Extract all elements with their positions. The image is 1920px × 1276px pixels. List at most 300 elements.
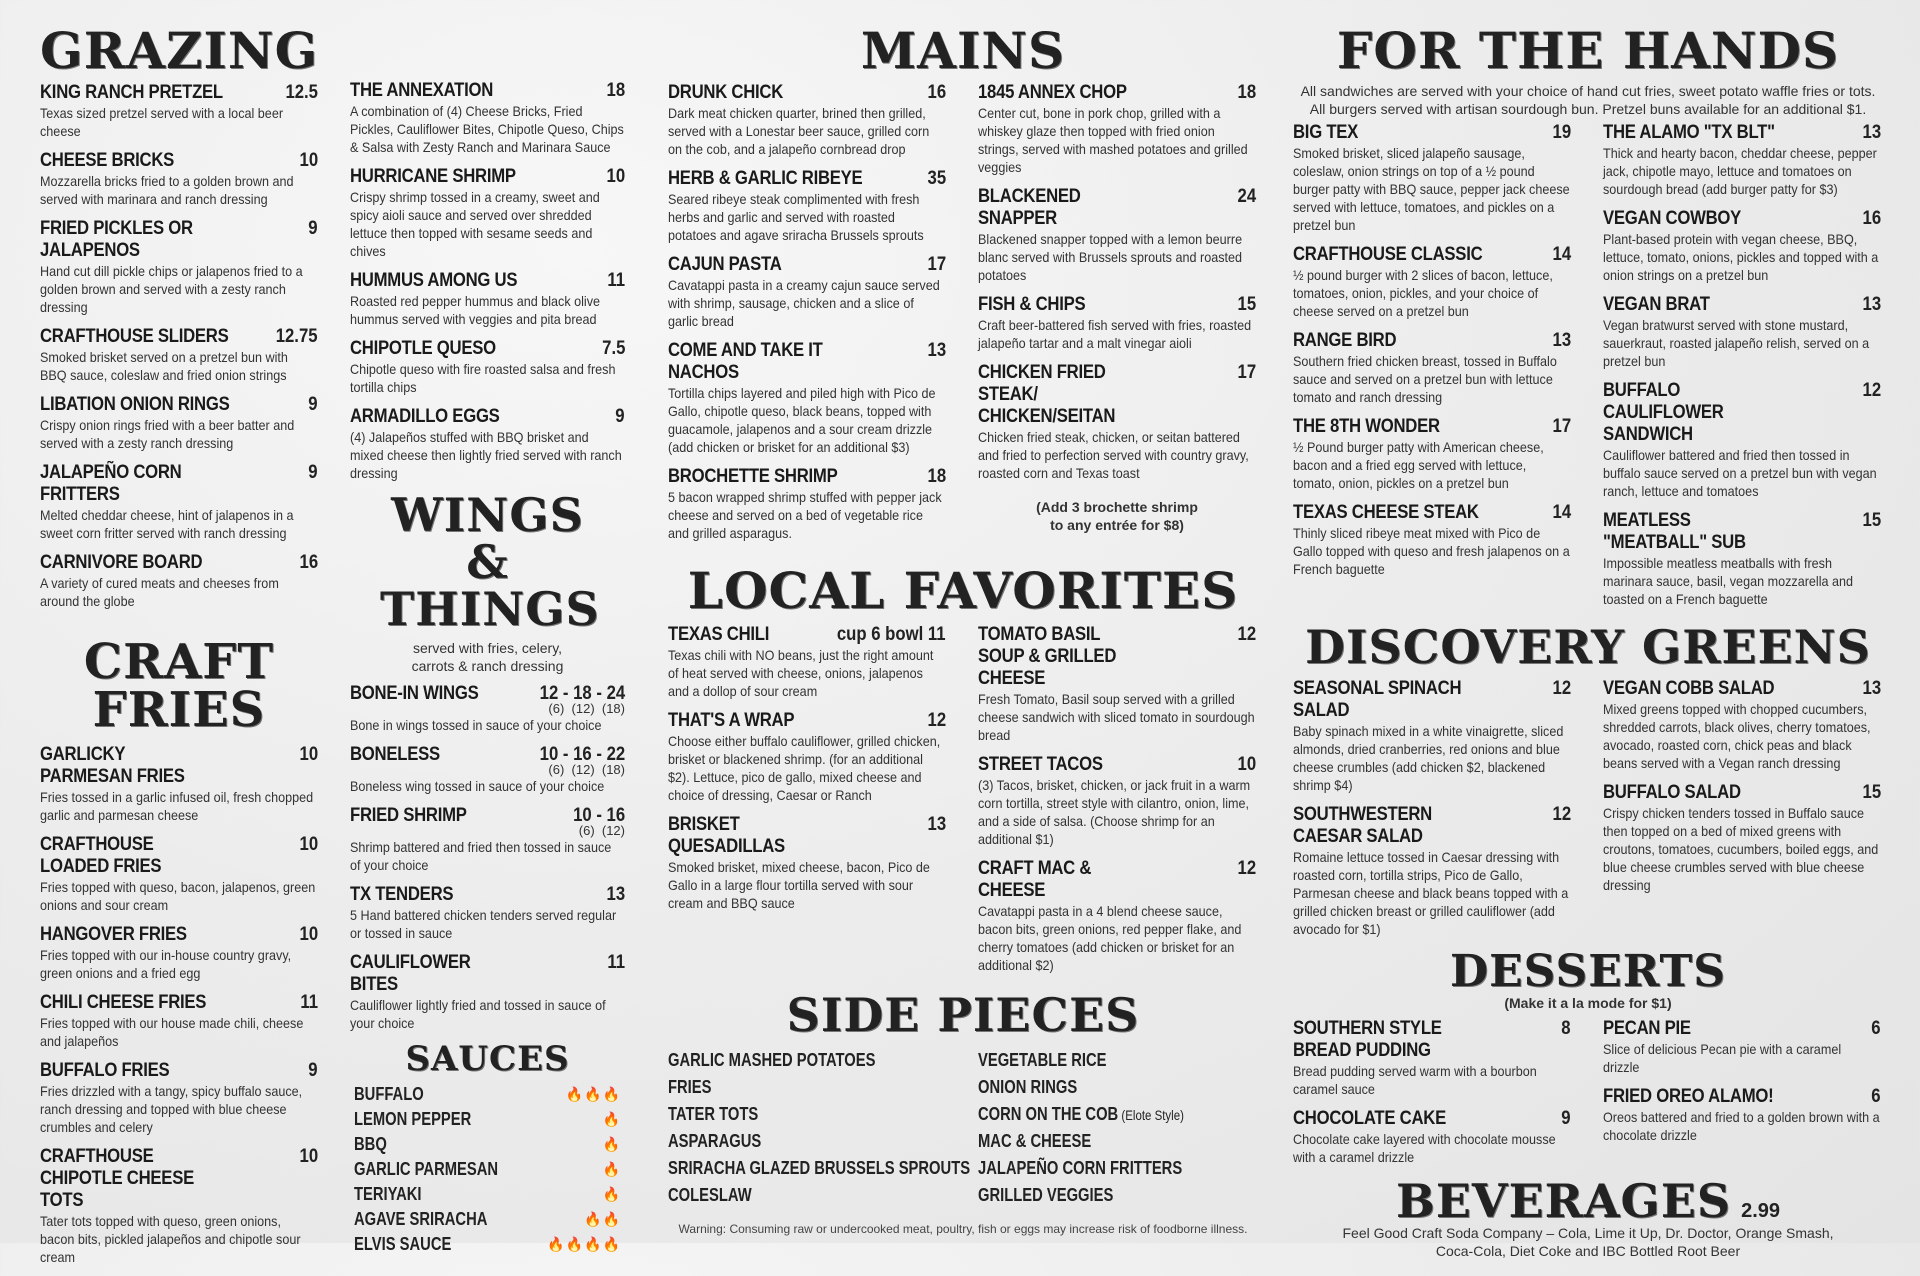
greens-list-a [1293,678,1571,948]
menu-item-header [40,82,318,104]
menu-item-header [40,552,318,574]
menu-item-header [1603,294,1881,316]
menu-item [1603,1018,1881,1076]
menu-item-price: 12 [1552,678,1571,699]
menu-item-description: Cauliflower lightly fried and tossed in sauce of your choice [350,996,606,1031]
menu-item [350,270,625,328]
menu-item-header [350,270,625,292]
sides-list-b [978,1050,1256,1212]
menu-item-price: 13 [606,883,625,905]
sauce-name: AGAVE SRIRACHA [354,1208,488,1229]
menu-item-description: Mixed greens topped with chopped cucumbers, shredded carrots, black olives, cherry tomatoes, avocado, roasted corn, chick peas and black beans served with a Vegan ranch dressing [1603,701,1871,771]
menu-item-header [978,294,1256,316]
menu-item [1603,294,1881,370]
menu-item [40,462,318,542]
sauce-row [354,1207,621,1232]
menu-item [350,952,625,1032]
menu-item [1603,208,1881,284]
menu-item-name: LIBATION ONION RINGS [40,394,230,415]
grazing-list-b [350,80,625,482]
menu-item-header [668,710,946,732]
side-item: VEGETABLE RICE [978,1050,1107,1070]
menu-item-price: 12 - 18 - 24 [539,682,625,704]
menu-item-price: 12 [1552,804,1571,825]
mains-col-b [978,82,1256,552]
menu-item-name: KING RANCH PRETZEL [40,82,223,103]
menu-item-name: COME AND TAKE IT NACHOS [668,340,823,383]
beverages-price: 2.99 [1741,1200,1781,1222]
menu-item-header [350,406,625,428]
sauce-name: BBQ [354,1133,387,1154]
menu-item-header [1603,380,1881,446]
wings-heading: WINGS & THINGS [380,488,600,636]
flame-icon: 🔥🔥 [584,1210,621,1227]
menu-item-name: BUFFALO CAULIFLOWER SANDWICH [1603,380,1724,445]
menu-item-counts: (6) (12) (18) [548,761,625,777]
menu-item-description: Texas sized pretzel served with a local beer cheese [40,105,284,139]
menu-item-price: 13 [1862,678,1881,699]
menu-item-header [40,834,318,878]
menu-item [1293,502,1571,578]
side-item: COLESLAW [668,1185,752,1205]
side-item: ASPARAGUS [668,1131,762,1151]
menu-item [1293,416,1571,492]
menu-item [978,858,1256,974]
menu-item-description: Boneless wing tossed in sauce of your choice [350,777,605,794]
menu-item-description: Cavatappi pasta in a creamy cajun sauce served with shrimp, sausage, chicken and a slice of garlic bread [668,277,940,329]
menu-item-description: A variety of cured meats and cheeses from around the globe [40,575,279,609]
sauce-name: ELVIS SAUCE [354,1233,452,1254]
menu-item-header [40,992,318,1014]
desserts-list-a [1293,1018,1571,1176]
menu-item-description: Plant-based protein with vegan cheese, BBQ, lettuce, tomato, onions, pickles and topped with a onion strings on a pretzel bun [1603,231,1879,283]
menu-item-header [350,80,625,102]
menu-item-header [40,218,318,262]
menu-item-name: HUMMUS AMONG US [350,270,518,291]
menu-item [350,80,625,156]
menu-item-description: Melted cheddar cheese, hint of jalapenos in a sweet corn fritter served with ranch dressing [40,507,294,541]
side-item: JALAPEÑO CORN FRITTERS [978,1158,1183,1178]
column-1 [40,0,318,1276]
menu-item-header [1603,1086,1881,1108]
menu-item-description: Fries topped with queso, bacon, jalapenos, green onions and sour cream [40,879,316,913]
menu-item-name: FISH & CHIPS [978,294,1086,315]
menu-item [1603,678,1881,772]
greens-grid [1293,678,1883,948]
menu-item-name: HURRICANE SHRIMP [350,166,516,187]
menu-item [40,1060,318,1136]
menu-item-header [350,884,625,906]
menu-item [40,394,318,452]
menu-item-header [1603,1018,1881,1040]
menu-item-price: 12 [1237,624,1256,645]
menu-item-name: CRAFTHOUSE CHIPOTLE CHEESE TOTS [40,1146,194,1211]
menu-item-price: 10 [299,150,318,171]
menu-item-header [978,858,1256,902]
menu-item-price: 17 [1237,362,1256,383]
menu-item-header [1293,678,1571,722]
discovery-greens-heading: DISCOVERY GREENS [1305,620,1871,674]
menu-item [668,624,946,700]
menu-item-description: A combination of (4) Cheese Bricks, Fried Pickles, Cauliflower Bites, Chipotle Queso, Chips & Salsa with Zesty Ranch and Marinara Sauce [350,103,624,155]
menu-item-description: Tater tots topped with queso, green onions, bacon bits, pickled jalapeños and chipotle sour cream [40,1213,301,1265]
menu-item [350,744,625,795]
menu-item [350,406,625,482]
menu-item-name: VEGAN COBB SALAD [1603,678,1775,699]
menu-item [40,834,318,914]
menu-item [978,624,1256,744]
menu-item-price: 10 - 16 - 22 [539,743,625,765]
menu-item-description: Shrimp battered and fried then tossed in sauce of your choice [350,838,612,873]
menu-item-name: CRAFTHOUSE SLIDERS [40,326,229,347]
menu-item-price: 6 [1871,1018,1881,1039]
menu-item-price: 15 [1237,294,1256,315]
menu-item-header [668,814,946,858]
sauces-list [350,1082,625,1257]
menu-item [978,82,1256,176]
menu-item-price: 14 [1552,502,1571,523]
menu-item-description: ½ pound burger with 2 slices of bacon, lettuce, tomatoes, onion, pickles, and your choice of cheese served on a pretzel bun [1293,267,1553,319]
menu-item-price: 19 [1552,122,1571,143]
menu-item-name: HERB & GARLIC RIBEYE [668,168,863,189]
menu-item [668,710,946,804]
menu-item-name: PECAN PIE [1603,1018,1691,1039]
menu-item [668,168,946,244]
sauce-row [354,1107,621,1132]
menu-item-name: CAULIFLOWER BITES [350,951,471,995]
menu-item-name: VEGAN BRAT [1603,294,1710,315]
menu-item [978,754,1256,848]
menu-item-header [1603,122,1881,144]
menu-item-name: JALAPEÑO CORN FRITTERS [40,462,182,505]
menu-item-name: RANGE BIRD [1293,330,1397,351]
menu-item [1293,804,1571,938]
menu-item-header [1603,678,1881,700]
menu-item-description: Thinly sliced ribeye meat mixed with Pico de Gallo topped with queso and fresh jalapenos on a French baguette [1293,525,1570,577]
hands-grid [1293,122,1883,618]
sauce-row [354,1157,621,1182]
menu-item-name: TX TENDERS [350,883,454,905]
menu-item-name: BIG TEX [1293,122,1359,143]
menu-item-name: BUFFALO SALAD [1603,782,1741,803]
right-column [1293,0,1883,1260]
sauce-name: TERIYAKI [354,1183,422,1204]
menu-item-header [668,254,946,276]
wings-list [350,683,625,1032]
flame-icon: 🔥🔥🔥 [565,1085,621,1102]
menu-item-description: Crispy chicken tenders tossed in Buffalo sauce then topped on a bed of mixed greens with croutons, tomatoes, cucumbers, boiled eggs, and blue cheese crumbles served with blue cheese dressing [1603,805,1879,893]
menu-item-name: HANGOVER FRIES [40,924,187,945]
menu-item-description: Fries topped with our house made chili, cheese and jalapeños [40,1015,304,1049]
menu-item-header [978,362,1256,428]
menu-item-description: Craft beer-battered fish served with fries, roasted jalapeño tartar and a malt vinegar aioli [978,317,1252,351]
menu-item-description: Romaine lettuce tossed in Caesar dressing with roasted corn, tortilla strips, Pico de Gallo, Parmesan cheese and black beans topped with a grilled chicken breast or grilled cauliflower (add avocado for $1) [1293,849,1569,937]
sauce-row [354,1232,621,1257]
menu-item-description: Chocolate cake layered with chocolate mousse with a caramel drizzle [1293,1131,1556,1165]
menu-item [40,924,318,982]
side-item: TATER TOTS [668,1104,759,1124]
menu-item-price: 11 [607,951,625,973]
grazing-heading: GRAZING [40,21,319,80]
menu-item-price: 16 [1862,208,1881,229]
for-the-hands-heading: FOR THE HANDS [1336,21,1840,80]
menu-item-name: CRAFT MAC & CHEESE [978,858,1092,901]
menu-item-header [668,168,946,190]
menu-item-price: 17 [927,254,946,275]
menu-item-header [40,326,318,348]
menu-item-description: Vegan bratwurst served with stone mustard, sauerkraut, roasted jalapeño relish, served on a pretzel bun [1603,317,1870,369]
sauce-row [354,1132,621,1157]
menu-item-price: 6 [1871,1086,1881,1107]
menu-item-price: 17 [1552,416,1571,437]
menu-item-name: TOMATO BASIL SOUP & GRILLED CHEESE [978,624,1117,689]
grazing-list-a [40,82,318,610]
menu-item-header [40,1060,318,1082]
menu-item-description: Baby spinach mixed in a white vinaigrette, sliced almonds, dried cranberries, red onions and blue cheese crumbles (add chicken $2, blackened shrimp $4) [1293,723,1564,793]
menu-item-header [978,624,1256,690]
menu-item-description: Oreos battered and fried to a golden brown with a chocolate drizzle [1603,1109,1880,1143]
menu-item [1293,330,1571,406]
menu-item-header [1293,1108,1571,1130]
menu-item-header [1293,330,1571,352]
menu-item-description: Choose either buffalo cauliflower, grilled chicken, brisket or blackened shrimp. (for an additional $2). Lettuce, pico de gallo, mixed cheese and choice of dressing, Caesar or Ranch [668,733,941,803]
menu-item [40,82,318,140]
menu-item-description: Smoked brisket served on a pretzel bun with BBQ sauce, coleslaw and fried onion strings [40,349,288,383]
sauces-heading: SAUCES [405,1038,570,1079]
menu-item-price: 35 [927,168,946,189]
menu-item-name: SEASONAL SPINACH SALAD [1293,678,1462,721]
craft-fries-heading: CRAFT FRIES [83,634,275,738]
menu-item-header [40,924,318,946]
menu-item-price: 18 [927,466,946,487]
menu-item-header [1603,208,1881,230]
menu-item-price: 13 [927,340,946,361]
menu-item [40,150,318,208]
menu-item [40,1146,318,1266]
menu-item-name: CHEESE BRICKS [40,150,175,171]
flame-icon: 🔥 [602,1185,621,1202]
side-item: MAC & CHEESE [978,1131,1092,1151]
menu-item [40,744,318,824]
mains-heading: MAINS [860,21,1066,80]
desserts-note: (Make it a la mode for $1) [1504,995,1672,1011]
menu-item-name: BONELESS [350,743,440,765]
menu-item-header [668,340,946,384]
menu-item-name: 1845 ANNEX CHOP [978,82,1127,103]
menu-item-name: BUFFALO FRIES [40,1060,170,1081]
local-list-a [668,624,946,984]
menu-item-name: MEATLESS "MEATBALL" SUB [1603,510,1746,553]
menu-item-price: 24 [1237,186,1256,207]
menu-item-header [1293,1018,1571,1062]
menu-item-header [668,466,946,488]
menu-item-header [1293,502,1571,524]
beverages-desc: Feel Good Craft Soda Company – Cola, Lime it Up, Dr. Doctor, Orange Smash, Coca-Cola, Diet Coke and IBC Bottled Root Beer [1342,1225,1834,1259]
menu-item-price: 15 [1862,510,1881,531]
menu-item-description: Thick and hearty bacon, cheddar cheese, pepper jack, chipotle mayo, lettuce and tomatoes on sourdough bread (add burger patty for $3) [1603,145,1877,197]
menu-item-description: Cavatappi pasta in a 4 blend cheese sauce, bacon bits, green onions, red pepper flake, and cherry tomatoes (add chicken or brisket for an additional $2) [978,903,1242,973]
menu-item [1293,122,1571,234]
flame-icon: 🔥 [602,1135,621,1152]
menu-item-price: 12.75 [276,326,318,347]
menu-item-header [668,624,946,646]
menu-item-description: Fries topped with our in-house country gravy, green onions and a fried egg [40,947,292,981]
menu-item-description: Mozzarella bricks fried to a golden brown and served with marinara and ranch dressing [40,173,294,207]
menu-item [350,338,625,396]
menu-item-header [1603,510,1881,554]
menu-item-price: 9 [308,218,318,239]
menu-item-name: BRISKET QUESADILLAS [668,814,785,857]
menu-item-description: (3) Tacos, brisket, chicken, or jack fruit in a warm corn tortilla, street style with cilantro, onion, lime, and a side of salsa. (Choose shrimp for an additional $1) [978,777,1251,847]
menu-item-header [40,462,318,506]
desserts-list-b [1603,1018,1881,1176]
menu-item-counts: (6) (12) [578,822,625,838]
menu-item-name: BLACKENED SNAPPER [978,186,1081,229]
hands-list-b [1603,122,1881,618]
side-item: ONION RINGS [978,1077,1078,1097]
menu-item-price: 9 [308,1060,318,1081]
menu-item-price: 10 [299,744,318,765]
menu-item-name: CAJUN PASTA [668,254,782,275]
menu-item-header [1293,122,1571,144]
side-pieces-heading: SIDE PIECES [786,988,1140,1042]
menu-item-header [1293,416,1571,438]
menu-item-price: 9 [1561,1108,1571,1129]
menu-item-header [40,394,318,416]
sauce-name: GARLIC PARMESAN [354,1158,499,1179]
menu-item-header [350,952,625,996]
menu-item-name: FRIED OREO ALAMO! [1603,1086,1774,1107]
menu-item-name: VEGAN COWBOY [1603,208,1742,229]
menu-item-price: 13 [1552,330,1571,351]
menu-item-price: 11 [300,992,318,1013]
menu-item [978,362,1256,482]
menu-item-price: 13 [1862,294,1881,315]
menu-item [1293,678,1571,794]
menu-item [40,218,318,316]
menu-item-header [350,166,625,188]
menu-item-description: Seared ribeye steak complimented with fresh herbs and garlic and served with roasted potatoes and agave sriracha Brussels sprouts [668,191,924,243]
menu-item-price: 18 [606,80,625,101]
menu-item [668,814,946,912]
menu-item-price: 13 [1862,122,1881,143]
center-column [668,0,1258,1236]
side-item: SRIRACHA GLAZED BRUSSELS SPROUTS [668,1158,971,1178]
mains-grid [668,82,1258,552]
menu-item-price: 14 [1552,244,1571,265]
menu-item [1293,1018,1571,1098]
foodborne-warning: Warning: Consuming raw or undercooked meat, poultry, fish or eggs may increase risk of foodborne illness. [678,1222,1248,1236]
menu-item-name: STREET TACOS [978,754,1103,775]
menu-item-description: Hand cut dill pickle chips or jalapenos fried to a golden brown and served with a zesty ranch dressing [40,263,303,315]
menu-item-header [978,82,1256,104]
menu-item-price: 9 [615,406,625,427]
menu-item [1293,244,1571,320]
side-item: GRILLED VEGGIES [978,1185,1114,1205]
local-favorites-heading: LOCAL FAVORITES [687,561,1239,620]
menu-item-description: Dark meat chicken quarter, brined then grilled, served with a Lonestar beer sauce, grilled corn on the cob, and a jalapeño cornbread drop [668,105,930,157]
menu-item [350,884,625,942]
menu-item [1603,782,1881,894]
side-item: FRIES [668,1077,712,1097]
menu-item-description: Southern fried chicken breast, tossed in Buffalo sauce and served on a pretzel bun with lettuce tomato and ranch dressing [1293,353,1557,405]
menu-item-price: 12 [1862,380,1881,401]
menu-item-description: Tortilla chips layered and piled high with Pico de Gallo, chipotle queso, black beans, topped with guacamole, jalapenos and a sour cream drizzle (add chicken or brisket for an additional $3) [668,385,936,455]
menu-item-price: cup 6 bowl 11 [837,624,946,645]
mains-list-a [668,82,946,552]
menu-item [350,166,625,260]
menu-item-header [978,754,1256,776]
menu-item-description: Center cut, bone in pork chop, grilled with a whiskey glaze then topped with fried onion strings, served with mashed potatoes and grilled veggies [978,105,1248,175]
flame-icon: 🔥 [602,1110,621,1127]
menu-item-description: Blackened snapper topped with a lemon beurre blanc served with Brussels sprouts and roasted potatoes [978,231,1243,283]
menu-item-description: Crispy shrimp tossed in a creamy, sweet and spicy aioli sauce and served over shredded lettuce then topped with sesame seeds and chives [350,189,600,259]
sauce-name: LEMON PEPPER [354,1108,472,1129]
menu-item-header [40,150,318,172]
menu-item-price: 10 [299,924,318,945]
menu-item [1603,380,1881,500]
local-grid [668,624,1258,984]
menu-item-name: FRIED SHRIMP [350,804,467,826]
menu-item-header [1293,244,1571,266]
menu-item [40,552,318,610]
menu-item-name: CHILI CHEESE FRIES [40,992,207,1013]
menu-item-name: CHICKEN FRIED STEAK/ CHICKEN/SEITAN [978,362,1116,427]
menu-item-header [978,186,1256,230]
menu-item-description: Bone in wings tossed in sauce of your choice [350,716,602,733]
side-item: CORN ON THE COB (Elote Style) [978,1104,1184,1124]
mains-list-b [978,82,1256,482]
menu-item-description: Chipotle queso with fire roasted salsa and fresh tortilla chips [350,361,616,395]
menu-item-description: Texas chili with NO beans, just the right amount of heat served with cheese, onions, jalapenos and a dollop of sour cream [668,647,934,699]
menu-item-description: Chicken fried steak, chicken, or seitan battered and fried to perfection served with country gravy, roasted corn and Texas toast [978,429,1249,481]
menu-item-price: 9 [308,462,318,483]
desserts-grid [1293,1018,1883,1176]
menu-item-price: 8 [1561,1018,1571,1039]
menu-item-name: CHIPOTLE QUESO [350,338,496,359]
hands-note-1: All sandwiches are served with your choice of hand cut fries, sweet potato waffle fries or tots. [1300,83,1876,99]
menu-item-price: 16 [299,552,318,573]
menu-item-name: THAT'S A WRAP [668,710,795,731]
menu-item-name: CHOCOLATE CAKE [1293,1108,1446,1129]
menu-item-header [1293,804,1571,848]
menu-item [1603,122,1881,198]
menu-item [1293,1108,1571,1166]
menu-item-price: 16 [927,82,946,103]
beverages-header [1293,1174,1883,1228]
local-list-b [978,624,1256,984]
menu-item-description: (4) Jalapeños stuffed with BBQ brisket and mixed cheese then lightly fried served with ranch dressing [350,429,622,481]
menu-item-name: TEXAS CHEESE STEAK [1293,502,1479,523]
hands-note-2: All burgers served with artisan sourdough bun. Pretzel buns available for an additional $1. [1309,101,1867,117]
mains-note: (Add 3 brochette shrimp to any entrée for $8) [1036,499,1198,533]
menu-item-header [350,338,625,360]
menu-item-header [40,1146,318,1212]
menu-item-header [40,744,318,788]
menu-item-name: BROCHETTE SHRIMP [668,466,838,487]
menu-item [668,340,946,456]
menu-item-name: GARLICKY PARMESAN FRIES [40,744,185,787]
menu-item-price: 10 [1237,754,1256,775]
menu-item-description: 5 bacon wrapped shrimp stuffed with pepper jack cheese and served on a bed of vegetable rice and grilled asparagus. [668,489,942,541]
menu-item-name: BONE-IN WINGS [350,682,479,704]
sides-grid [668,1050,1258,1212]
menu-item-description: ½ Pound burger patty with American cheese, bacon and a fried egg served with lettuce, tomato, onion, pickles on a pretzel bun [1293,439,1544,491]
menu-item-price: 10 [299,1146,318,1167]
column-2 [350,80,625,1257]
fries-list [40,744,318,1266]
beverages-heading: BEVERAGES [1395,1174,1732,1228]
